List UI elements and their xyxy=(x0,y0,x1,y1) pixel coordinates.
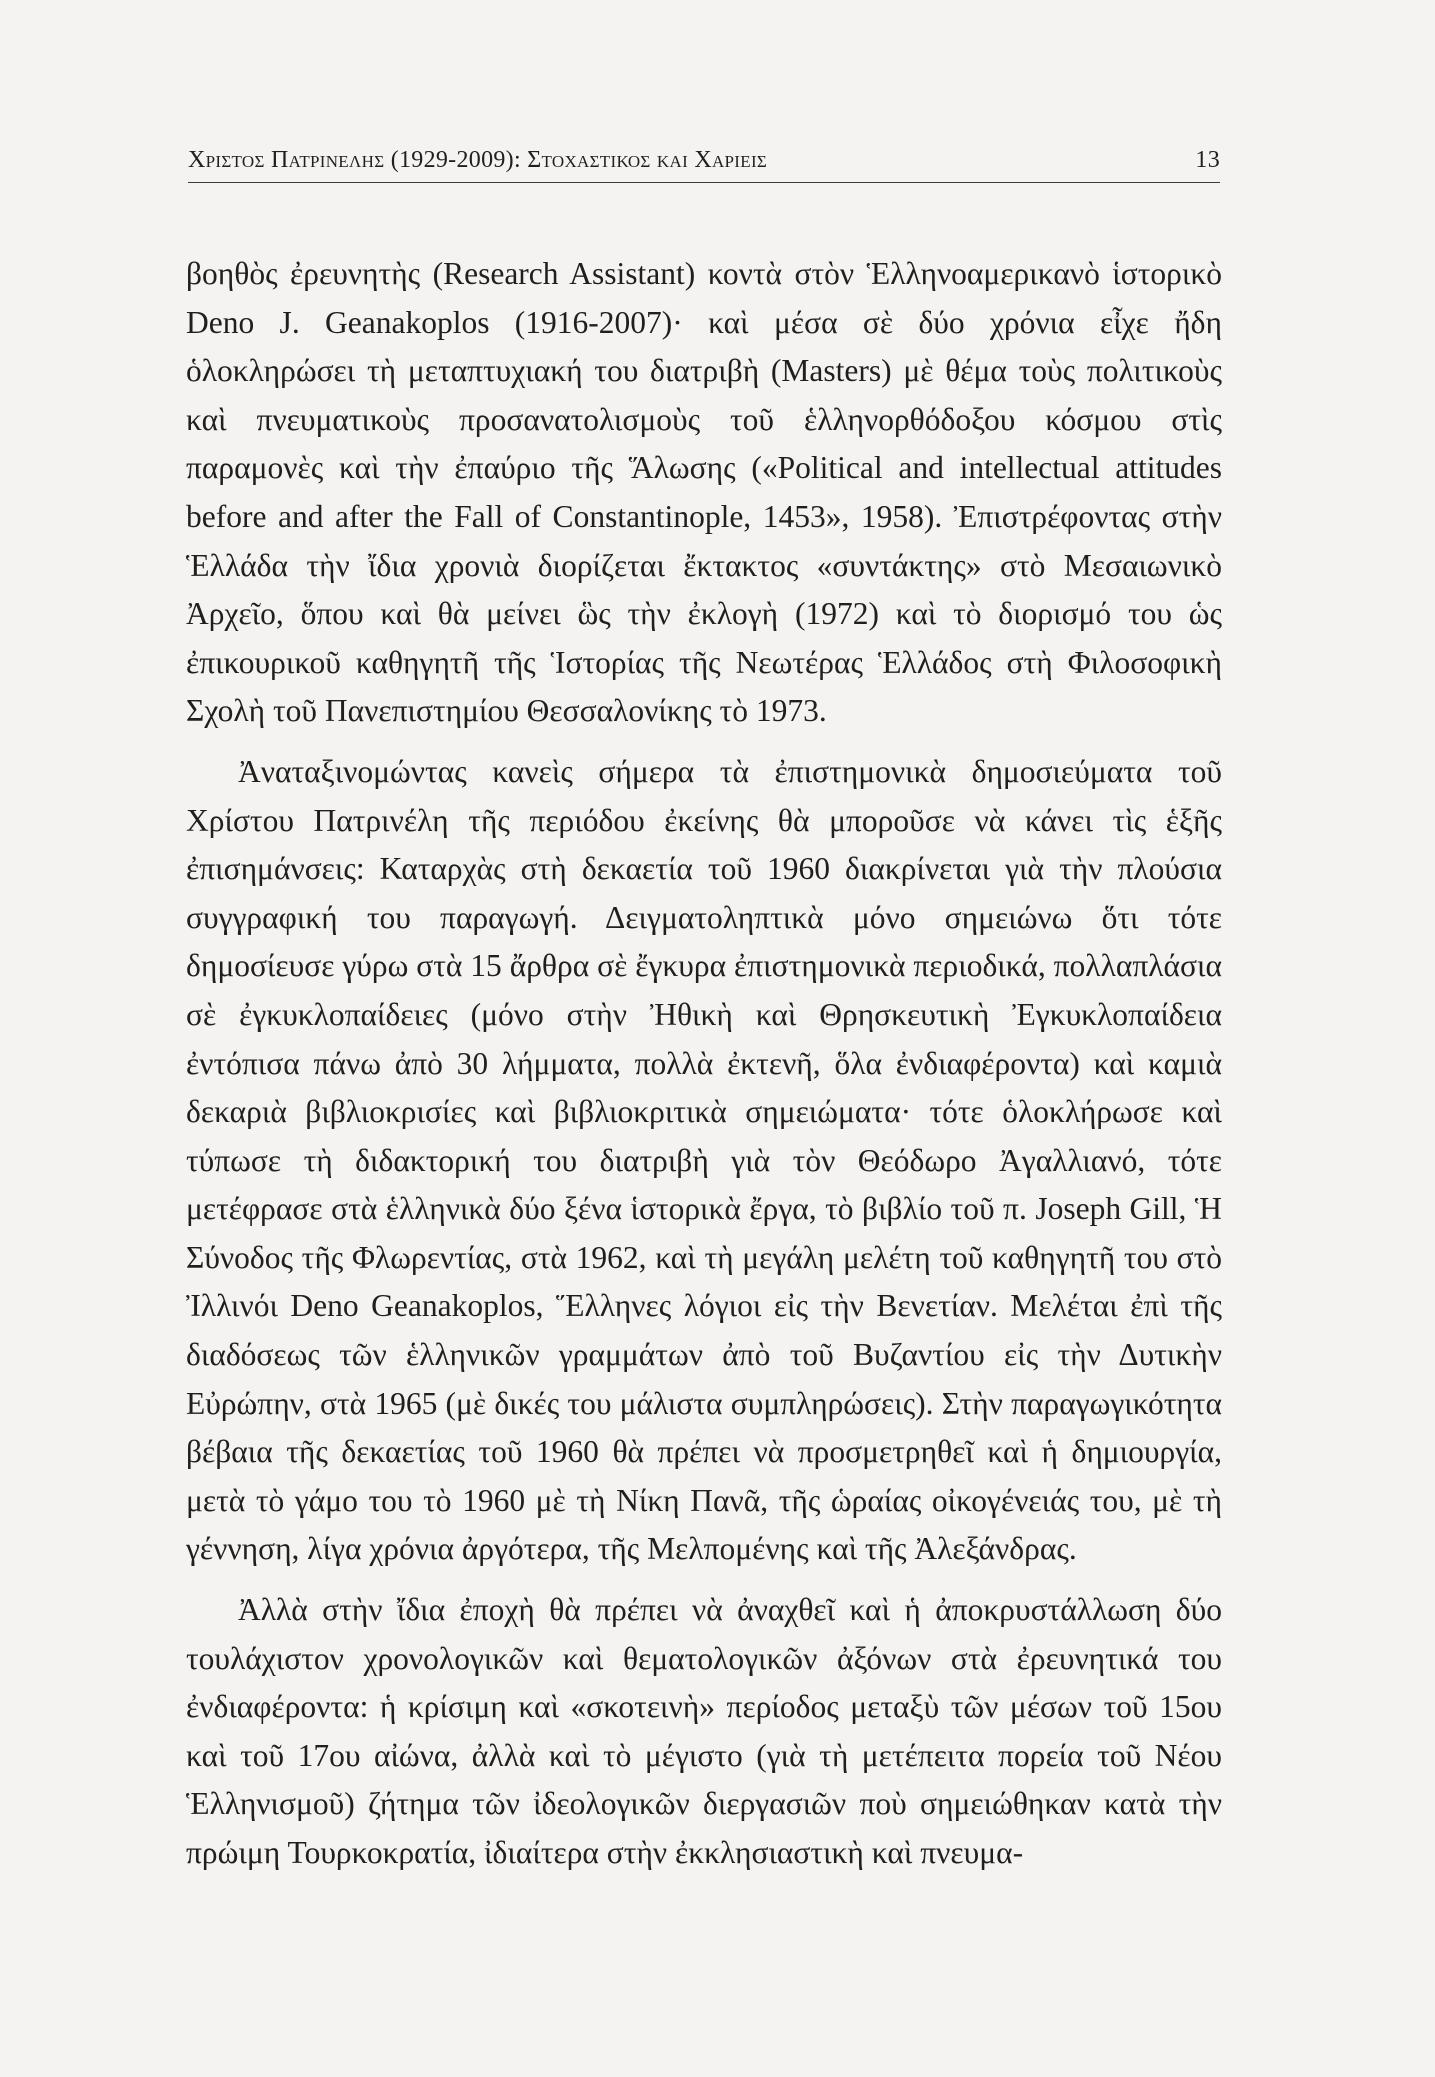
running-header xyxy=(188,142,1220,183)
paragraph-2: Ἀναταξινομώντας κανεὶς σήμερα τὰ ἐπιστημονικὰ δημοσιεύματα τοῦ Χρίστου Πατρινέλη τῆς περιόδου ἐκείνης θὰ μποροῦσε νὰ κάνει τὶς ἑξῆς ἐπισημάνσεις: Καταρχὰς στὴ δεκαετία τοῦ 1960 διακρίνεται γιὰ τὴν πλούσια συγγραφική του παραγωγή. Δειγματοληπτικὰ μόνο σημειώνω ὅτι τότε δημοσίευσε γύρω στὰ 15 ἄρθρα σὲ ἔγκυρα ἐπιστημονικὰ περιοδικά, πολλαπλάσια σὲ ἐγκυκλοπαίδειες (μόνο στὴν Ἠθικὴ καὶ Θρησκευτικὴ Ἐγκυκλοπαίδεια ἐντόπισα πάνω ἀπὸ 30 λήμματα, πολλὰ ἐκτενῆ, ὅλα ἐνδιαφέροντα) καὶ καμιὰ δεκαριὰ βιβλιοκρισίες καὶ βιβλιοκριτικὰ σημειώματα· τότε ὁλοκλήρωσε καὶ τύπωσε τὴ διδακτορική του διατριβὴ γιὰ τὸν Θεόδωρο Ἀγαλλιανό, τότε μετέφρασε στὰ ἑλληνικὰ δύο ξένα ἱστορικὰ ἔργα, τὸ βιβλίο τοῦ π. Joseph Gill, Ἡ Σύνοδος τῆς Φλωρεντίας, στὰ 1962, καὶ τὴ μεγάλη μελέτη τοῦ καθηγητῆ του στὸ Ἰλλινόι Deno Geanakoplos, Ἕλληνες λόγιοι εἰς τὴν Βενετίαν. Μελέται ἐπὶ τῆς διαδόσεως τῶν ἑλληνικῶν γραμμάτων ἀπὸ τοῦ Βυζαντίου εἰς τὴν Δυτικὴν Εὐρώπην, στὰ 1965 (μὲ δικές του μάλιστα συμπληρώσεις). Στὴν παραγωγικότητα βέβαια τῆς δεκαετίας τοῦ 1960 θὰ πρέπει νὰ προσμετρηθεῖ καὶ ἡ δημιουργία, μετὰ τὸ γάμο του τὸ 1960 μὲ τὴ Νίκη Πανᾶ, τῆς ὡραίας οἰκογένειάς του, μὲ τὴ γέννηση, λίγα χρόνια ἀργότερα, τῆς Μελπομένης καὶ τῆς Ἀλεξάνδρας. xyxy=(186,753,1222,1567)
paragraph-3: Ἀλλὰ στὴν ἴδια ἐποχὴ θὰ πρέπει νὰ ἀναχθεῖ καὶ ἡ ἀποκρυστάλλωση δύο τουλάχιστον χρονολογικῶν καὶ θεματολογικῶν ἀξόνων στὰ ἐρευνητικά του ἐνδιαφέροντα: ἡ κρίσιμη καὶ «σκοτεινὴ» περίοδος μεταξὺ τῶν μέσων τοῦ 15ου καὶ τοῦ 17ου αἰώνα, ἀλλὰ καὶ τὸ μέγιστο (γιὰ τὴ μετέπειτα πορεία τοῦ Νέου Ἑλληνισμοῦ) ζήτημα τῶν ἰδεολογικῶν διεργασιῶν ποὺ σημειώθηκαν κατὰ τὴν πρώιμη Τουρκοκρατία, ἰδιαίτερα στὴν ἐκκλησιαστικὴ καὶ πνευμα- xyxy=(186,1592,1222,1870)
page-number: 13 xyxy=(1195,147,1220,173)
body-text xyxy=(186,250,1222,1890)
paragraph-1: βοηθὸς ἐρευνητὴς (Research Assistant) κοντὰ στὸν Ἑλληνοαμερικανὸ ἱστορικὸ Deno J. Geanakoplos (1916-2007)· καὶ μέσα σὲ δύο χρόνια εἶχε ἤδη ὁλοκληρώσει τὴ μεταπτυχιακή του διατριβὴ (Masters) μὲ θέμα τοὺς πολιτικοὺς καὶ πνευματικοὺς προσανατολισμοὺς τοῦ ἑλληνορθόδοξου κόσμου στὶς παραμονὲς καὶ τὴν ἐπαύριο τῆς Ἅλωσης («Political and intellectual attitudes before and after the Fall of Constantinople, 1453», 1958). Ἐπιστρέφοντας στὴν Ἑλλάδα τὴν ἴδια χρονιὰ διορίζεται ἔκτακτος «συντάκτης» στὸ Μεσαιωνικὸ Ἀρχεῖο, ὅπου καὶ θὰ μείνει ὣς τὴν ἐκλογὴ (1972) καὶ τὸ διορισμό του ὡς ἐπικουρικοῦ καθηγητῆ τῆς Ἱστορίας τῆς Νεωτέρας Ἑλλάδος στὴ Φιλοσοφικὴ Σχολὴ τοῦ Πανεπιστημίου Θεσσαλονίκης τὸ 1973. xyxy=(186,256,1222,729)
running-title: Χριστος Πατρινελης (1929-2009): Στοχαστικος και Χαριεις xyxy=(188,147,768,173)
